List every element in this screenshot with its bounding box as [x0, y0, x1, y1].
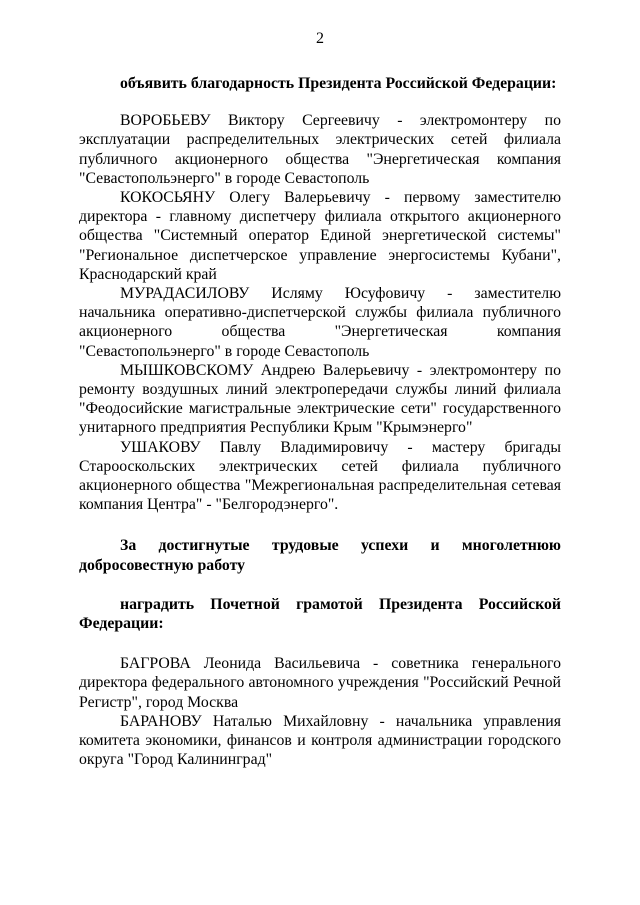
gratitude-recipient-ushakov: УШАКОВУ Павлу Владимировичу - мастеру бригады Старооскольских электрических сетей филиала публичного акционерного общества "Межрегиональная распределительная сетевая компания Центра" - "Белгородэнерго". — [79, 438, 561, 514]
award-heading: наградить Почетной грамотой Президента Российской Федерации: — [79, 595, 561, 633]
document-body — [79, 74, 561, 770]
gratitude-list — [79, 111, 561, 514]
gratitude-heading: объявить благодарность Президента Российской Федерации: — [120, 75, 557, 92]
gratitude-recipient-vorobyev: ВОРОБЬЕВУ Виктору Сергеевичу - электромонтеру по эксплуатации распределительных электрических сетей филиала публичного акционерного общества "Энергетическая компания "Севастопольэнерго" в городе Севастополь — [79, 112, 561, 187]
page-number: 2 — [316, 30, 324, 47]
gratitude-recipient-myshkovsky: МЫШКОВСКОМУ Андрею Валерьевичу - электромонтеру по ремонту воздушных линий электропередачи службы линий филиала "Феодосийские магистральные электрические сети" государственного унитарного предприятия Республики Крым "Крымэнерго" — [79, 361, 561, 437]
award-recipient-baranova: БАРАНОВУ Наталью Михайловну - начальника управления комитета экономики, финансов и контроля администрации городского округа "Город Калининград" — [79, 712, 561, 769]
gratitude-recipient-muradasilov: МУРАДАСИЛОВУ Исляму Юсуфовичу - заместителю начальника оперативно-диспетчерской службы филиала публичного акционерного общества "Энергетическая компания "Севастопольэнерго" в городе Севастополь — [79, 285, 561, 360]
award-reason: За достигнутые трудовые успехи и многолетнюю добросовестную работу — [79, 537, 561, 574]
award-list — [79, 654, 561, 769]
award-recipient-bagrov: БАГРОВА Леонида Васильевича - советника генерального директора федерального автономного учреждения "Российский Речной Регистр", город Москва — [79, 655, 561, 711]
gratitude-recipient-kokosyan: КОКОСЬЯНУ Олегу Валерьевичу - первому заместителю директора - главному диспетчеру филиала открытого акционерного общества "Системный оператор Единой энергетической системы" "Региональное диспетчерское управление энергосистемы Кубани", Краснодарский край — [79, 189, 561, 283]
